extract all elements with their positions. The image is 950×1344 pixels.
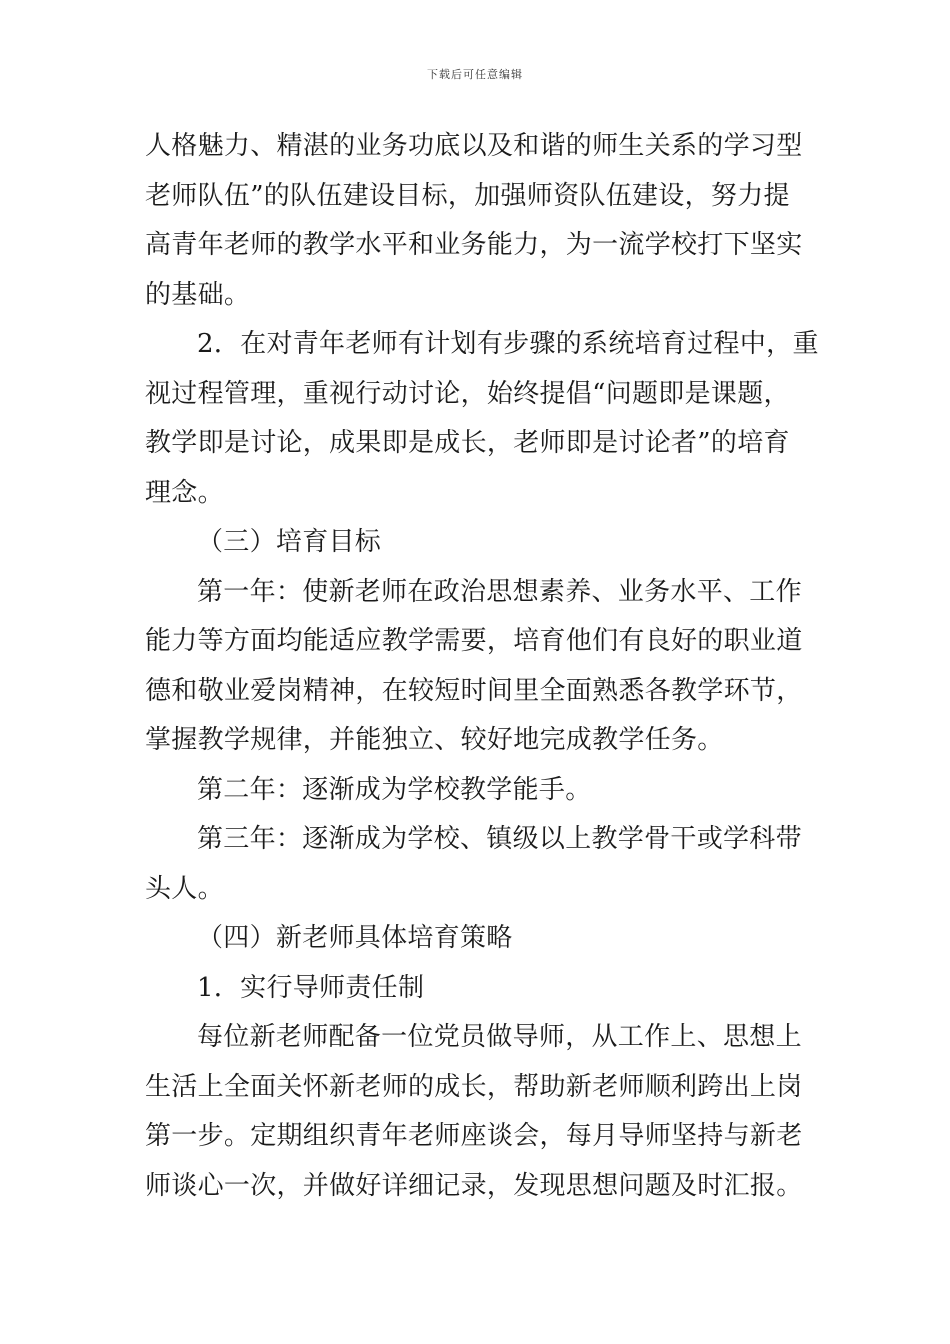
page-header: 下载后可任意编辑: [427, 68, 523, 81]
text-line: 第一步。定期组织青年老师座谈会，每月导师坚持与新老: [145, 1121, 803, 1151]
text-line: 掌握教学规律，并能独立、较好地完成教学任务。: [145, 725, 724, 755]
text-line: 老师队伍”的队伍建设目标，加强师资队伍建设，努力提: [145, 180, 790, 211]
subsection-heading: 1．实行导师责任制: [197, 972, 425, 1003]
text-line: 视过程管理，重视行动讨论，始终提倡“问题即是课题，: [145, 378, 790, 409]
text-line: 第三年：逐渐成为学校、镇级以上教学骨干或学科带: [197, 824, 802, 854]
text-line: 的基础。: [145, 279, 251, 310]
text-line: 头人。: [145, 873, 224, 904]
text-line: 第二年：逐渐成为学校教学能手。: [197, 774, 592, 805]
text-line: 人格魅力、精湛的业务功底以及和谐的师生关系的学习型: [145, 131, 803, 161]
text-line: 师谈心一次，并做好详细记录，发现思想问题及时汇报。: [145, 1170, 803, 1201]
section-heading: （四）新老师具体培育策略: [197, 923, 513, 953]
text-line: 高青年老师的教学水平和业务能力，为一流学校打下坚实: [145, 230, 803, 260]
text-line: 理念。: [145, 477, 224, 508]
text-line: 生活上全面关怀新老师的成长，帮助新老师顺利跨出上岗: [145, 1071, 803, 1102]
text-line: 每位新老师配备一位党员做导师，从工作上、思想上: [197, 1022, 802, 1052]
text-line: 教学即是讨论，成果即是成长，老师即是讨论者”的培育: [145, 428, 790, 458]
text-line: 第一年：使新老师在政治思想素养、业务水平、工作: [197, 576, 802, 607]
document-body: [145, 122, 819, 1211]
text-line: 德和敬业爱岗精神，在较短时间里全面熟悉各教学环节，: [145, 675, 803, 706]
text-line: 能力等方面均能适应教学需要，培育他们有良好的职业道: [145, 626, 803, 656]
section-heading: （三）培育目标: [197, 527, 382, 557]
text-line: 2．在对青年老师有计划有步骤的系统培育过程中，重: [197, 329, 819, 359]
